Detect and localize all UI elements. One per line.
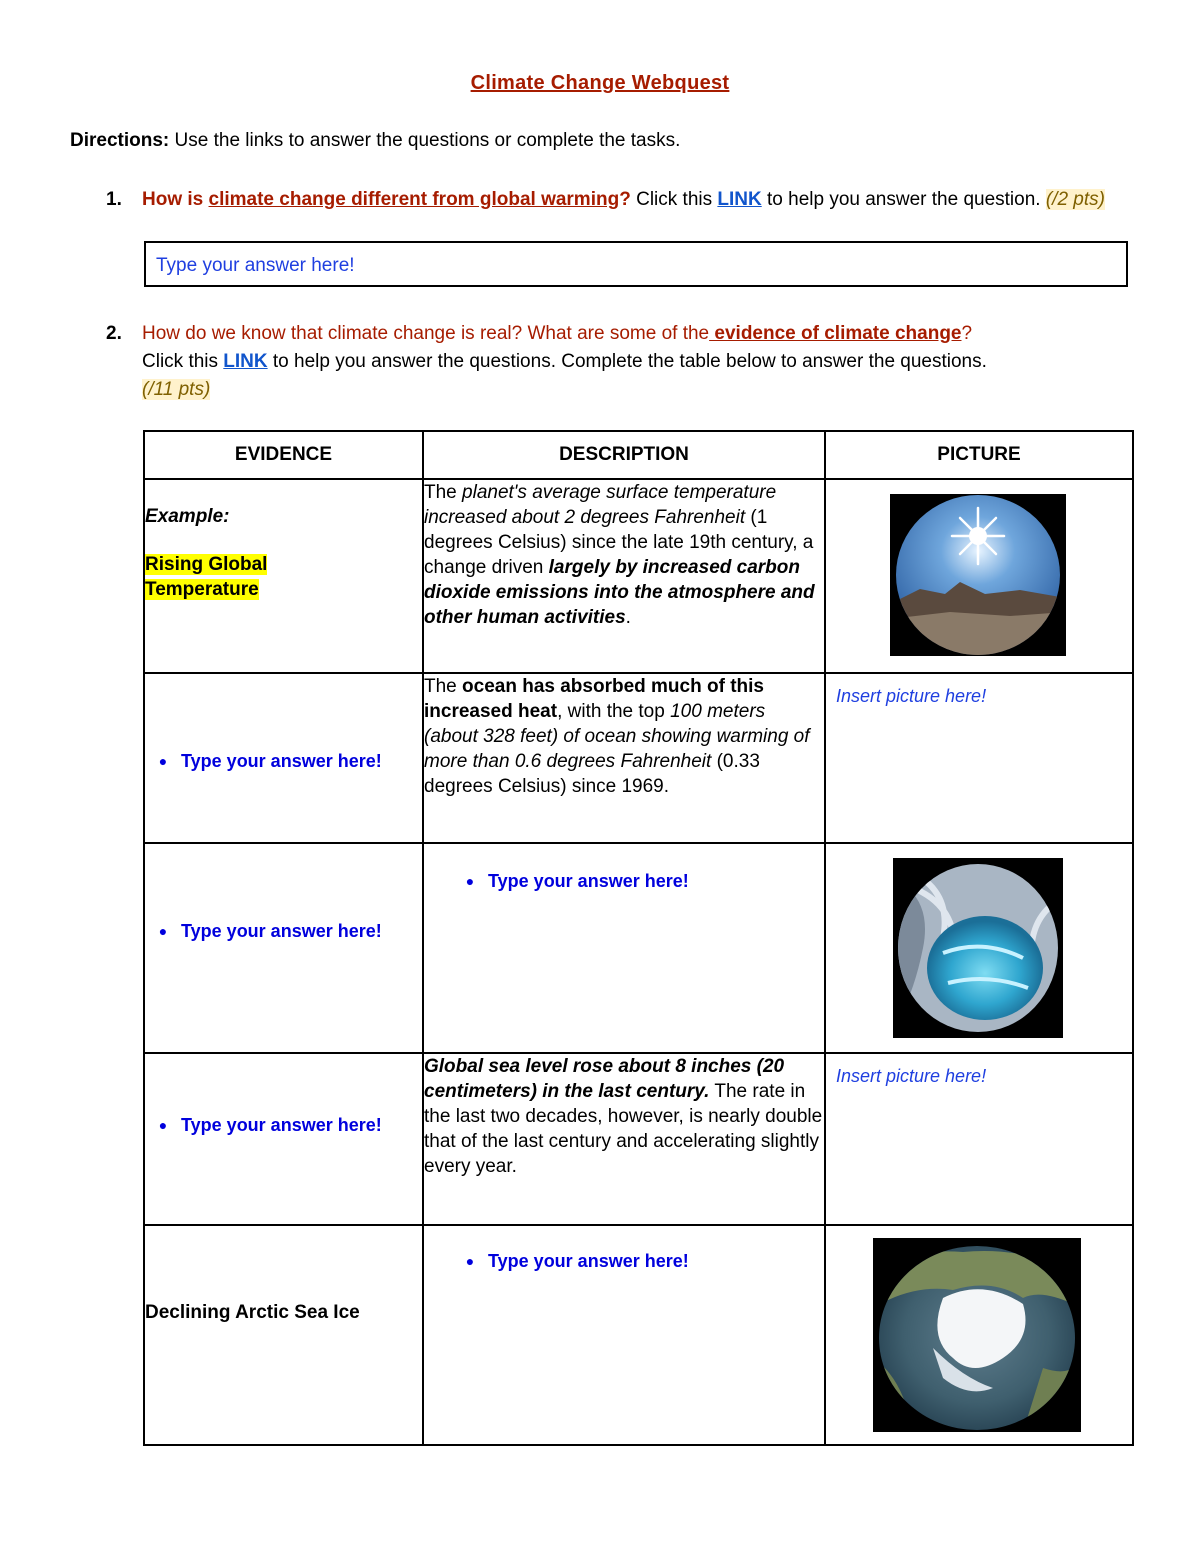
evidence-answer-text: Type your answer here!	[181, 1115, 382, 1135]
picture-cell	[825, 1225, 1133, 1445]
bullet-icon: ●	[465, 1253, 475, 1269]
desc-bold-italic: Global sea level rose about 8 inches (20 centimeters) in the last century.	[424, 1056, 785, 1102]
desc-text: The rate in the last two decades, however, is nearly double that of the last century and accelerating slightly every year.	[424, 1081, 823, 1177]
evidence-answer[interactable]	[145, 1114, 422, 1137]
desc-text: , with the top	[557, 701, 671, 722]
table-header-row	[144, 431, 1133, 479]
insert-picture-placeholder[interactable]: Insert picture here!	[836, 1066, 987, 1086]
description-cell	[423, 1053, 825, 1225]
question-2-after-link: to help you answer the questions. Complete the table below to answer the questions.	[267, 351, 987, 372]
table-row	[144, 843, 1133, 1053]
desc-text: (0.33 degrees Celsius) since 1969.	[424, 751, 760, 797]
page-title: Climate Change Webquest	[470, 72, 730, 94]
question-2	[106, 320, 1116, 400]
description-answer[interactable]	[452, 870, 824, 893]
evidence-cell	[144, 843, 423, 1053]
evidence-cell	[144, 479, 423, 673]
question-1-link[interactable]: LINK	[717, 189, 762, 210]
description-answer-text: Type your answer here!	[488, 1251, 689, 1271]
question-1-click-text: Click this	[630, 189, 718, 210]
question-1-suffix: ?	[619, 189, 631, 210]
evidence-label: Declining Arctic Sea Ice	[145, 1302, 360, 1323]
directions-text: Use the links to answer the questions or complete the tasks.	[174, 130, 681, 151]
evidence-answer-text: Type your answer here!	[181, 921, 382, 941]
table-row	[144, 1053, 1133, 1225]
table-row	[144, 1225, 1133, 1445]
description-cell	[423, 479, 825, 673]
description-answer[interactable]	[452, 1250, 824, 1273]
arctic-sea-ice-image	[873, 1238, 1081, 1432]
evidence-cell	[144, 1053, 423, 1225]
evidence-table	[143, 430, 1134, 1446]
question-2-points: (/11 pts)	[142, 379, 211, 400]
header-description: DESCRIPTION	[423, 431, 825, 479]
picture-cell[interactable]	[825, 673, 1133, 843]
table-row	[144, 479, 1133, 673]
description-cell	[423, 673, 825, 843]
description-cell	[423, 1225, 825, 1445]
insert-picture-placeholder[interactable]: Insert picture here!	[836, 686, 987, 706]
picture-cell	[825, 843, 1133, 1053]
header-picture: PICTURE	[825, 431, 1133, 479]
desc-text: .	[625, 607, 631, 628]
desc-text: The	[424, 482, 463, 503]
question-2-text: How do we know that climate change is real? What are some of the	[142, 323, 710, 344]
desc-bold: ocean has absorbed much of this increased heat	[424, 676, 764, 722]
evidence-answer[interactable]	[145, 750, 422, 773]
bullet-icon: ●	[158, 1117, 168, 1133]
question-1-after-link: to help you answer the question.	[761, 189, 1041, 210]
question-1-number: 1.	[106, 189, 122, 210]
melting-ice-image	[893, 858, 1063, 1038]
evidence-answer[interactable]	[145, 920, 422, 943]
question-2-number: 2.	[106, 323, 122, 344]
bullet-icon: ●	[465, 873, 475, 889]
picture-cell[interactable]	[825, 1053, 1133, 1225]
desc-bold-italic: largely by increased carbon dioxide emissions into the atmosphere and other human activities	[424, 557, 815, 628]
description-cell	[423, 843, 825, 1053]
bullet-icon: ●	[158, 923, 168, 939]
evidence-highlight-2: Temperature	[145, 579, 259, 600]
example-label: Example:	[145, 506, 230, 527]
directions-label: Directions:	[70, 130, 170, 151]
desc-italic: planet's average surface temperature increased about 2 degrees Fahrenheit	[424, 482, 777, 528]
sun-sky-image	[890, 494, 1066, 656]
desc-text: The	[424, 676, 463, 697]
evidence-cell	[144, 1225, 423, 1445]
description-answer-text: Type your answer here!	[488, 871, 689, 891]
question-2-suffix: ?	[961, 323, 973, 344]
question-2-click-text: Click this	[142, 351, 224, 372]
table-row	[144, 673, 1133, 843]
desc-text: (1 degrees Celsius) since the late 19th century, a change driven	[424, 507, 814, 578]
picture-cell	[825, 479, 1133, 673]
question-2-link[interactable]: LINK	[223, 351, 268, 372]
question-1-points: (/2 pts)	[1045, 189, 1105, 210]
question-1-answer-field[interactable]: Type your answer here!	[144, 241, 1128, 287]
bullet-icon: ●	[158, 753, 168, 769]
evidence-highlight-1: Rising Global	[145, 554, 268, 575]
question-1-underlined: climate change different from global warming	[208, 189, 620, 210]
directions	[70, 130, 680, 152]
evidence-cell	[144, 673, 423, 843]
question-1-prefix: How is	[142, 189, 209, 210]
question-2-underlined: evidence of climate change	[709, 323, 962, 344]
question-1	[106, 186, 1106, 214]
desc-italic: 100 meters (about 328 feet) of ocean showing warming of more than 0.6 degrees Fahrenheit	[424, 701, 810, 772]
header-evidence: EVIDENCE	[144, 431, 423, 479]
evidence-answer-text: Type your answer here!	[181, 751, 382, 771]
